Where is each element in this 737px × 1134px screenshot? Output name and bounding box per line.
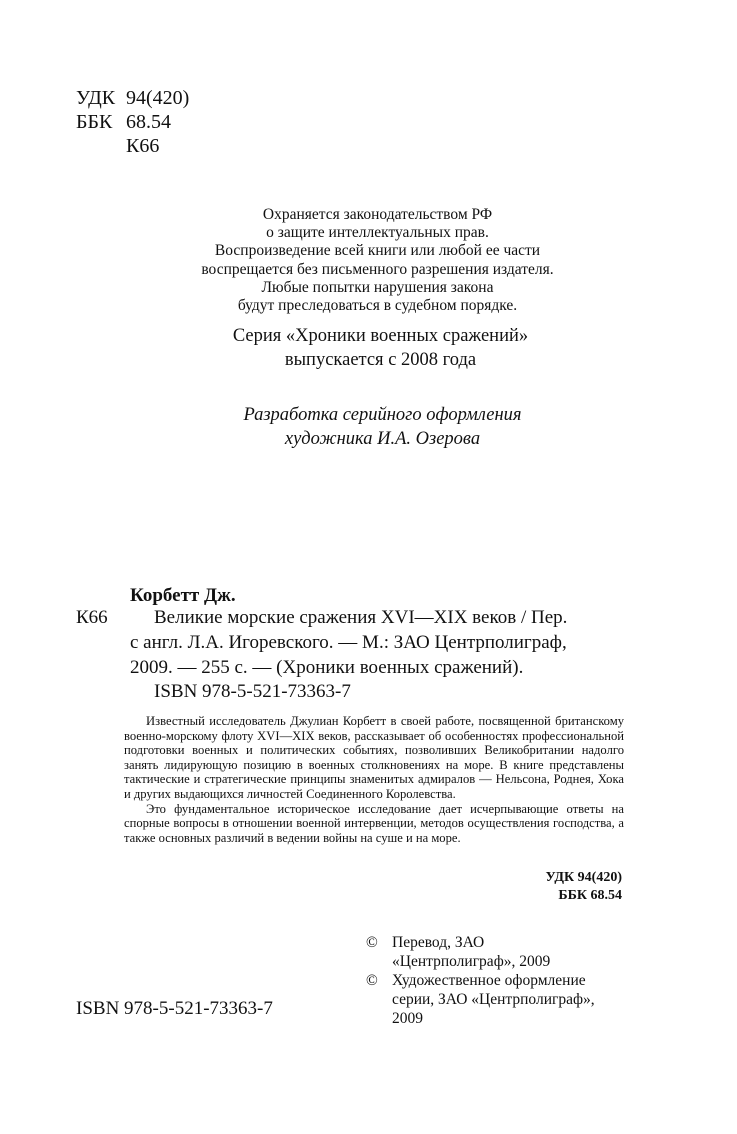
annotation — [124, 714, 624, 845]
bib-author: Корбетт Дж. — [130, 585, 236, 606]
udk-row — [76, 86, 189, 110]
copyright-entry — [366, 971, 595, 1028]
bib-line: 2009. — 255 с. — (Хроники военных сражений). — [130, 657, 524, 678]
copyright-entry-text — [392, 971, 595, 1028]
isbn-bottom: ISBN 978-5-521-73363-7 — [76, 998, 273, 1019]
copyright-symbol: © — [366, 972, 378, 989]
annotation-paragraph: Это фундаментальное историческое исследование дает исчерпывающие ответы на спорные вопросы в отношении военной интервенции, методов осуществления господства, а также основных различий в ведении войны на суше и на море. — [124, 801, 624, 845]
series-info — [0, 324, 737, 372]
copyright-line: Перевод, ЗАО — [392, 934, 485, 951]
copyright-block — [366, 933, 595, 1028]
copyright-entry — [366, 933, 595, 971]
copyright-line: серии, ЗАО «Центрполиграф», — [392, 991, 595, 1008]
bib-isbn: ISBN 978-5-521-73363-7 — [154, 681, 351, 702]
udk-value: 94(420) — [126, 87, 190, 109]
bib-line: Великие морские сражения XVI—XIX веков / Пер. — [154, 607, 568, 628]
bib-continuation — [130, 630, 567, 680]
design-credit — [0, 403, 737, 451]
codes-right — [546, 869, 622, 905]
rights-notice — [0, 206, 737, 315]
author-mark: К66 — [126, 135, 160, 157]
design-credit-line: художника И.А. Озерова — [284, 429, 481, 449]
rights-notice-line: Любые попытки нарушения закона — [261, 278, 494, 296]
copyright-entry-text — [392, 933, 550, 971]
codes-right-bbk: ББК 68.54 — [558, 888, 622, 903]
bbk-label: ББК — [76, 111, 113, 133]
series-line: выпускается с 2008 года — [284, 350, 477, 370]
rights-notice-line: воспрещается без письменного разрешения издателя. — [201, 260, 554, 278]
bbk-value: 68.54 — [126, 111, 171, 133]
bib-title-block — [154, 605, 567, 630]
rights-notice-line: о защите интеллектуальных прав. — [266, 224, 489, 242]
codes-right-udk: УДК 94(420) — [545, 870, 622, 885]
copyright-line: 2009 — [392, 1010, 423, 1027]
bib-line: с англ. Л.А. Игоревского. — М.: ЗАО Центрполиграф, — [130, 632, 567, 653]
design-credit-line: Разработка серийного оформления — [243, 405, 522, 425]
copyright-line: Художественное оформление — [392, 972, 586, 989]
copyright-line: «Центрполиграф», 2009 — [392, 953, 551, 970]
rights-notice-line: Воспроизведение всей книги или любой ее части — [214, 242, 541, 260]
bib-mark: К66 — [76, 607, 108, 628]
udk-label: УДК — [76, 87, 116, 109]
author-mark-row — [76, 134, 189, 158]
rights-notice-line: будут преследоваться в судебном порядке. — [237, 297, 518, 315]
annotation-paragraph: Известный исследователь Джулиан Корбетт в своей работе, посвященной британскому военно-морскому флоту XVI—XIX веков, рассказывает об особенностях профессиональной подготовки военных и политических событиях, позволивших Великобритании надолго занять лидирующую позицию в военных столкновениях на море. В книге представлены тактические и стратегические принципы знаменитых адмиралов — Нельсона, Роднея, Хока и других выдающихся личностей Соединенного Королевства. — [124, 714, 624, 801]
classification-block — [76, 86, 189, 158]
rights-notice-line: Охраняется законодательством РФ — [262, 206, 493, 223]
series-line: Серия «Хроники военных сражений» — [232, 326, 529, 346]
copyright-symbol: © — [366, 934, 378, 951]
bbk-row — [76, 110, 189, 134]
